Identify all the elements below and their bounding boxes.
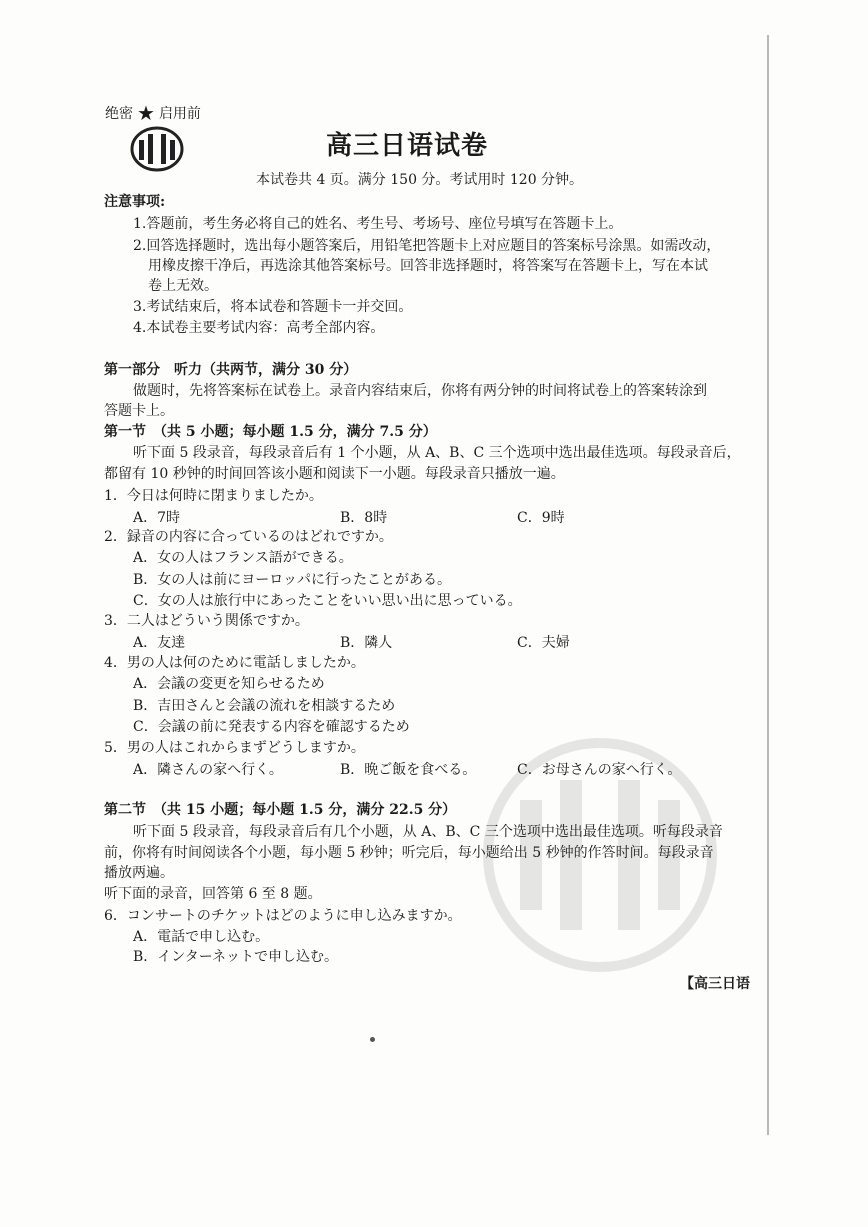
- notice-heading: 注意事项:: [104, 194, 166, 210]
- section2-intro: 播放两遍。: [104, 865, 174, 881]
- footer-page-tag: 【高三日语: [680, 976, 750, 992]
- question-stem: 1．今日は何時に閉まりましたか。: [104, 488, 323, 504]
- exam-title: 高三日语试卷: [326, 131, 489, 161]
- part1-intro: 做题时，先将答案标在试卷上。录音内容结束后，你将有两分钟的时间将试卷上的答案转涂到: [133, 383, 707, 399]
- confidential-mark: [105, 101, 201, 125]
- page-edge-line: [767, 35, 769, 1135]
- section2-heading: 第二节 （共 15 小题；每小题 1.5 分，满分 22.5 分）: [104, 802, 457, 818]
- notice-line: 3.考试结束后，将本试卷和答题卡一并交回。: [133, 299, 413, 315]
- option-b: B．女の人は前にヨーロッパに行ったことがある。: [133, 572, 452, 588]
- option-b: B．晩ご飯を食べる。: [340, 762, 477, 778]
- notice-line: 4.本试卷主要考试内容：高考全部内容。: [133, 320, 385, 336]
- option-b: B．隣人: [340, 635, 393, 651]
- option-c: C．お母さんの家へ行く。: [517, 762, 682, 778]
- scan-speck: [370, 1037, 375, 1042]
- notice-line: 2.回答选择题时，选出每小题答案后，用铅笔把答题卡上对应题目的答案标号涂黑。如需改动，: [133, 238, 721, 254]
- option-b: B．インターネットで申し込む。: [133, 949, 339, 965]
- part1-heading: 第一部分 听力（共两节，满分 30 分）: [104, 362, 358, 378]
- option-c: C．9時: [517, 510, 565, 526]
- secret-label-right: 启用前: [158, 106, 201, 122]
- part1-intro: 答题卡上。: [104, 403, 174, 419]
- listen-note: 听下面的录音，回答第 6 至 8 题。: [104, 886, 322, 902]
- question-stem: 4．男の人は何のために電話しましたか。: [104, 655, 365, 671]
- option-a: A．女の人はフランス語ができる。: [133, 550, 353, 566]
- section2-intro: 前，你将有时间阅读各个小题，每小题 5 秒钟；听完后，每小题给出 5 秒钟的作答时间。每段录音: [104, 845, 714, 861]
- notice-line: 用橡皮擦干净后，再选涂其他答案标号。回答非选择题时，将答案写在答题卡上，写在本试: [148, 258, 708, 274]
- option-b: B．8時: [340, 510, 388, 526]
- question-stem: 3．二人はどういう関係ですか。: [104, 613, 309, 629]
- question-stem: 6．コンサートのチケットはどのように申し込みますか。: [104, 908, 462, 924]
- option-a: A．友達: [133, 635, 186, 651]
- question-stem: 5．男の人はこれからまずどうしますか。: [104, 740, 365, 756]
- option-a: A．7時: [133, 510, 181, 526]
- section2-intro: 听下面 5 段录音，每段录音后有几个小题，从 A、B、C 三个选项中选出最佳选项。听每段录音: [133, 824, 723, 840]
- option-c: C．会議の前に発表する内容を確認するため: [133, 719, 410, 735]
- option-c: C．夫婦: [517, 635, 570, 651]
- logo-icon: [130, 126, 184, 172]
- option-a: A．電話で申し込む。: [133, 929, 270, 945]
- section1-heading: 第一节 （共 5 小题；每小题 1.5 分，满分 7.5 分）: [104, 424, 437, 440]
- option-c: C．女の人は旅行中にあったことをいい思い出に思っている。: [133, 593, 522, 609]
- section1-intro: 都留有 10 秒钟的时间回答该小题和阅读下一小题。每段录音只播放一遍。: [104, 466, 565, 482]
- notice-line: 1.答题前，考生务必将自己的姓名、考生号、考场号、座位号填写在答题卡上。: [133, 216, 623, 232]
- secret-label: 绝密: [105, 106, 133, 122]
- notice-line: 卷上无效。: [148, 278, 218, 294]
- option-b: B．吉田さんと会議の流れを相談するため: [133, 698, 396, 714]
- section1-intro: 听下面 5 段录音，每段录音后有 1 个小题，从 A、B、C 三个选项中选出最佳选项。每段录音后，: [133, 445, 741, 461]
- option-a: A．隣さんの家へ行く。: [133, 762, 283, 778]
- question-stem: 2．録音の内容に合っているのはどれですか。: [104, 529, 393, 545]
- option-a: A．会議の変更を知らせるため: [133, 676, 325, 692]
- star-icon: ★: [137, 101, 155, 125]
- exam-subtitle: 本试卷共 4 页。满分 150 分。考试用时 120 分钟。: [256, 172, 584, 188]
